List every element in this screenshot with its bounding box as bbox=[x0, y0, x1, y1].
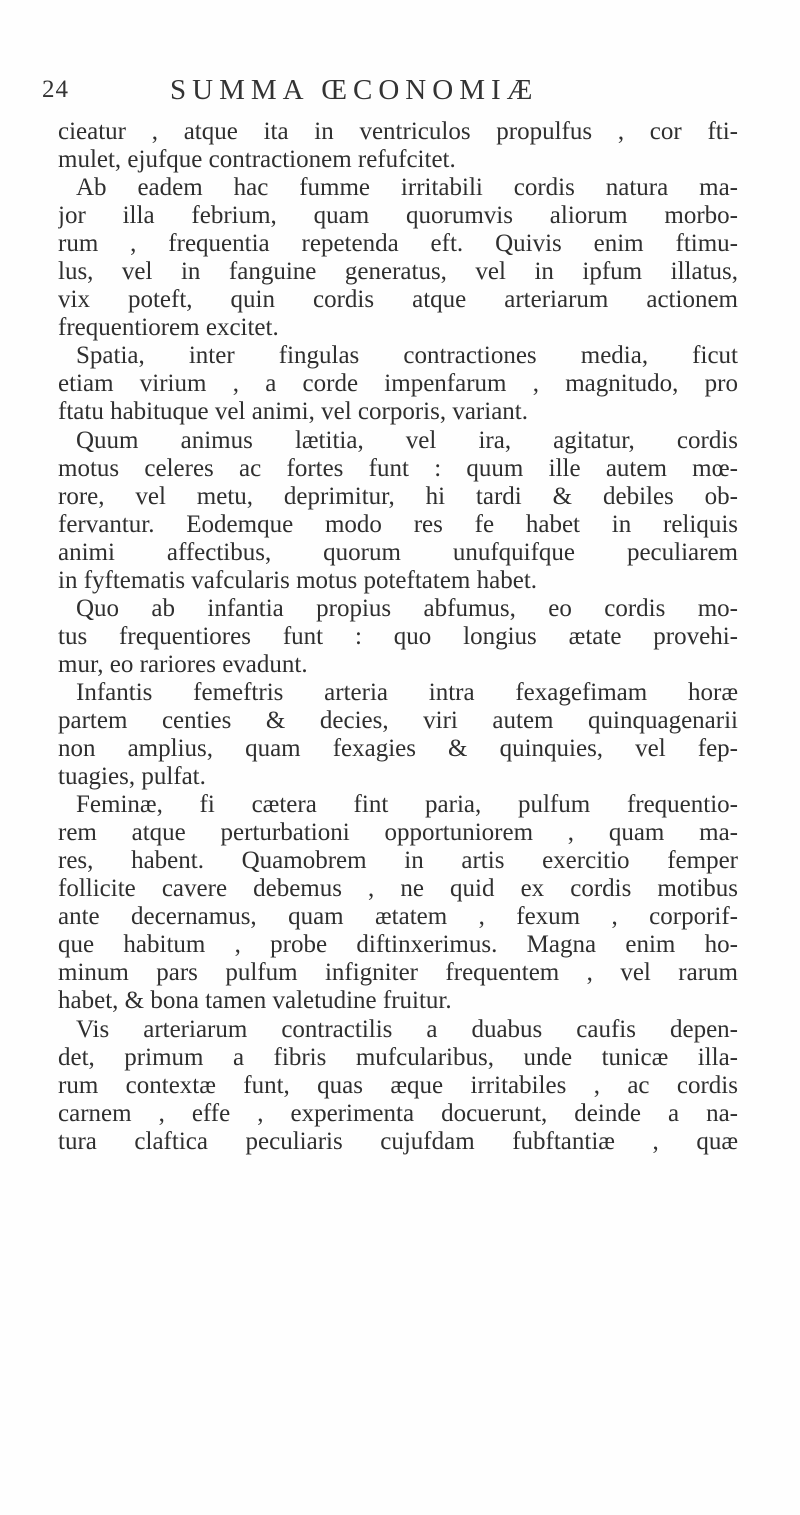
text-line: animi affectibus, quorum unufquifque peculiarem bbox=[58, 538, 738, 566]
text-line: rum contextæ funt, quas æque irritabiles , ac cordis bbox=[58, 1071, 738, 1099]
text-line: que habitum , probe diftinxerimus. Magna enim ho- bbox=[58, 931, 738, 959]
text-line: res, habent. Quamobrem in artis exercitio femper bbox=[58, 847, 738, 875]
text-line: Infantis femeftris arteria intra fexagefimam horæ bbox=[76, 678, 738, 706]
text-line: rore, vel metu, deprimitur, hi tardi & debiles ob- bbox=[58, 482, 738, 510]
text-line: vix poteft, quin cordis atque arteriarum actionem bbox=[58, 286, 738, 314]
text-line: Vis arteriarum contractilis a duabus caufis depen- bbox=[76, 1015, 738, 1043]
text-line: etiam virium , a corde impenfarum , magnitudo, pro bbox=[58, 370, 738, 398]
text-line: fervantur. Eodemque modo res fe habet in reliquis bbox=[58, 510, 738, 538]
text-line: follicite cavere debemus , ne quid ex cordis motibus bbox=[58, 875, 738, 903]
text-line: Quum animus lætitia, vel ira, agitatur, cordis bbox=[76, 426, 738, 454]
page-number: 24 bbox=[42, 76, 69, 103]
running-title: SUMMA ŒCONOMIÆ bbox=[170, 74, 539, 106]
text-line: non amplius, quam fexagies & quinquies, vel fep- bbox=[58, 735, 738, 763]
text-line: tus frequentiores funt : quo longius ætate provehi- bbox=[58, 622, 738, 650]
text-line: rem atque perturbationi opportuniorem , quam ma- bbox=[58, 819, 738, 847]
text-line: cieatur , atque ita in ventriculos propulfus , cor fti- bbox=[58, 118, 738, 145]
text-line: tuagies, pulfat. bbox=[58, 763, 206, 791]
text-line: lus, vel in fanguine generatus, vel in ipfum illatus, bbox=[58, 258, 738, 286]
text-line: Feminæ, fi cætera fint paria, pulfum frequentio- bbox=[76, 791, 738, 819]
text-line: rum , frequentia repetenda eft. Quivis enim ftimu- bbox=[58, 230, 738, 258]
text-line: mulet, ejufque contractionem refufcitet. bbox=[58, 146, 456, 174]
text-line: frequentiorem excitet. bbox=[58, 314, 279, 342]
text-line: mur, eo rariores evadunt. bbox=[58, 650, 308, 678]
text-line: Spatia, inter fingulas contractiones media, ficut bbox=[76, 342, 738, 370]
body-text bbox=[58, 118, 738, 1156]
text-line: partem centies & decies, viri autem quinquagenarii bbox=[58, 706, 738, 734]
text-line: habet, & bona tamen valetudine fruitur. bbox=[58, 987, 452, 1015]
text-line: ante decernamus, quam ætatem , fexum , corporif- bbox=[58, 903, 738, 931]
page-header bbox=[42, 76, 742, 110]
text-line: det, primum a fibris mufcularibus, unde tunicæ illa- bbox=[58, 1043, 738, 1071]
text-line: in fyftematis vafcularis motus poteftatem habet. bbox=[58, 566, 538, 594]
text-line: minum pars pulfum infigniter frequentem , vel rarum bbox=[58, 959, 738, 987]
text-line: tura claftica peculiaris cujufdam fubftantiæ , quæ bbox=[58, 1127, 738, 1155]
text-line: carnem , effe , experimenta docuerunt, deinde a na- bbox=[58, 1099, 738, 1127]
text-line: Ab eadem hac fumme irritabili cordis natura ma- bbox=[76, 174, 738, 202]
text-line: ftatu habituque vel animi, vel corporis, variant. bbox=[58, 398, 528, 426]
text-line: motus celeres ac fortes funt : quum ille autem mœ- bbox=[58, 454, 738, 482]
text-line: jor illa febrium, quam quorumvis aliorum morbo- bbox=[58, 202, 738, 230]
text-line: Quo ab infantia propius abfumus, eo cordis mo- bbox=[76, 594, 738, 622]
